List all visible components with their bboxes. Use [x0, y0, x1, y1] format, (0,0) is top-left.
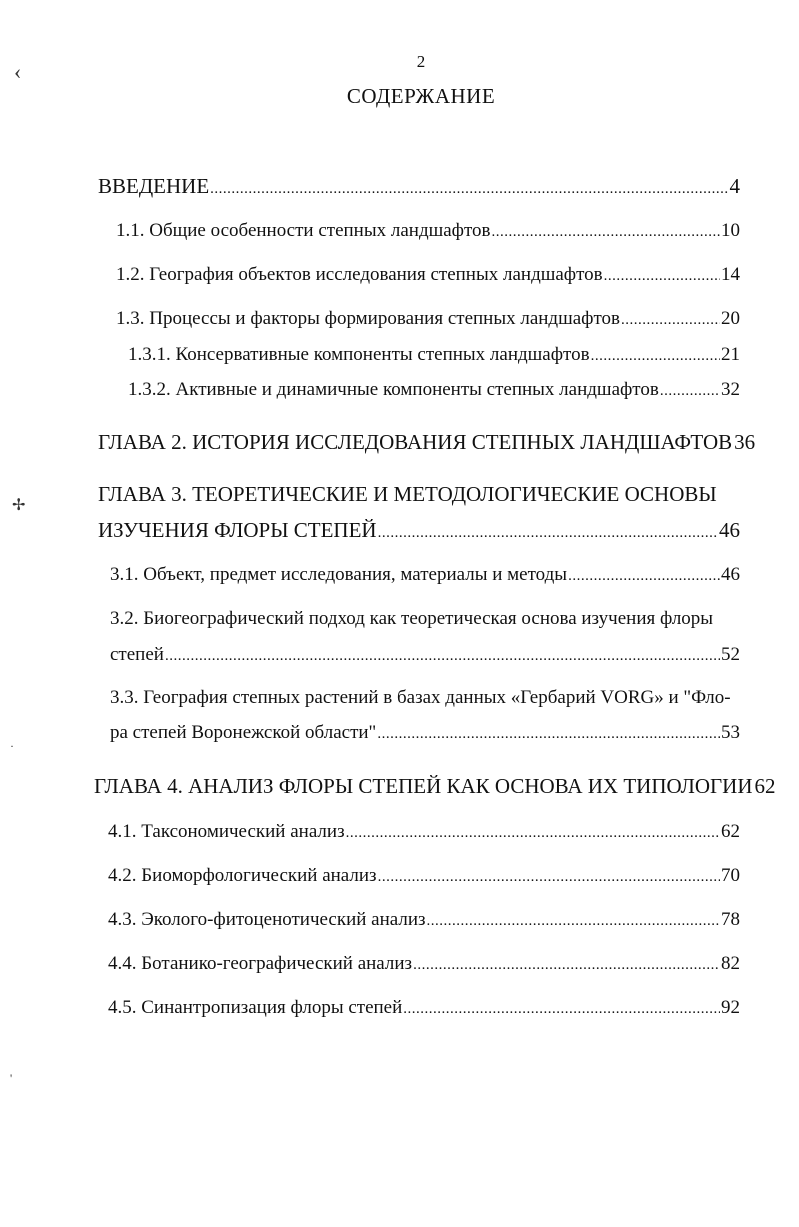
toc-label: ГЛАВА 4. АНАЛИЗ ФЛОРЫ СТЕПЕЙ КАК ОСНОВА ИХ ТИПОЛОГИИ: [94, 774, 753, 798]
toc-label: 1.3. Процессы и факторы формирования степных ландшафтов: [116, 308, 621, 329]
toc-entry-4-1[interactable]: [108, 820, 740, 845]
toc-label: 1.3.1. Консервативные компоненты степных ландшафтов: [128, 344, 590, 365]
toc-label: 1.1. Общие особенности степных ландшафтов: [116, 220, 491, 241]
toc-page: 92: [721, 997, 740, 1018]
page-title: СОДЕРЖАНИЕ: [346, 84, 496, 108]
toc-leader: [413, 953, 720, 977]
toc-entry-1-2[interactable]: [116, 263, 740, 288]
toc-leader: [660, 379, 720, 403]
toc-leader: [378, 521, 718, 545]
toc-entry-1-1[interactable]: [116, 219, 740, 244]
scan-speck: ‹: [14, 59, 22, 84]
scan-speck: ✢: [12, 497, 26, 514]
toc-3-3-line1: 3.3. География степных растений в базах данных «Гербарий VORG» и "Фло-: [110, 687, 731, 708]
toc-leader: [403, 997, 720, 1021]
toc-page: 46: [719, 518, 740, 542]
toc-entry-1-3-2[interactable]: [128, 378, 740, 403]
toc-leader: [604, 264, 720, 288]
toc-page: 82: [721, 953, 740, 974]
toc-page: 70: [721, 865, 740, 886]
toc-entry-introduction[interactable]: [98, 174, 740, 201]
toc-page: 78: [721, 909, 740, 930]
scan-speck: ·: [10, 739, 14, 753]
toc-leader: [346, 821, 720, 845]
toc-page: 4: [729, 174, 740, 198]
toc-page: 14: [721, 264, 740, 285]
toc-page: 53: [721, 722, 740, 743]
toc-entry-4-4[interactable]: [108, 952, 740, 977]
toc-leader: [210, 177, 728, 201]
toc-label: 4.5. Синантропизация флоры степей: [108, 997, 403, 1018]
toc-page: 10: [721, 220, 740, 241]
toc-chapter-3-line1: ГЛАВА 3. ТЕОРЕТИЧЕСКИЕ И МЕТОДОЛОГИЧЕСКИЕ ОСНОВЫ: [98, 482, 717, 506]
toc-entry-1-3[interactable]: [116, 307, 740, 332]
toc-page: 46: [721, 564, 740, 585]
toc-entry-4-2[interactable]: [108, 864, 740, 889]
toc-leader: [591, 344, 720, 368]
toc-leader: [568, 564, 720, 588]
toc-label: 4.3. Эколого-фитоценотический анализ: [108, 909, 426, 930]
toc-leader: [621, 308, 720, 332]
toc-label: ИЗУЧЕНИЯ ФЛОРЫ СТЕПЕЙ: [98, 518, 377, 542]
toc-leader: [427, 909, 720, 933]
toc-page: 62: [721, 821, 740, 842]
toc-leader: [378, 865, 720, 889]
page-number: 2: [416, 52, 426, 71]
toc-page: 20: [721, 308, 740, 329]
toc-entry-3-3[interactable]: [110, 721, 740, 746]
toc-entry-3-2[interactable]: [110, 643, 740, 668]
toc-3-2-line1: 3.2. Биогеографический подход как теоретическая основа изучения флоры: [110, 608, 714, 629]
toc-entry-4-5[interactable]: [108, 996, 740, 1021]
toc-page: 21: [721, 344, 740, 365]
toc-label: 3.1. Объект, предмет исследования, материалы и методы: [110, 564, 568, 585]
toc-page: 36: [734, 430, 756, 454]
toc-label: ра степей Воронежской области": [110, 722, 377, 743]
toc-label: ГЛАВА 2. ИСТОРИЯ ИССЛЕДОВАНИЯ СТЕПНЫХ ЛАНДШАФТОВ: [98, 430, 733, 454]
toc-page: 32: [721, 379, 740, 400]
toc-entry-4-3[interactable]: [108, 908, 740, 933]
toc-leader: [377, 722, 720, 746]
scan-speck: ': [10, 1071, 13, 1085]
toc-label: 1.3.2. Активные и динамичные компоненты степных ландшафтов: [128, 379, 659, 400]
toc-leader: [492, 220, 720, 244]
toc-page: 62: [754, 774, 776, 798]
toc-label: 1.2. География объектов исследования степных ландшафтов: [116, 264, 603, 285]
toc-entry-1-3-1[interactable]: [128, 343, 740, 368]
toc-label: 4.2. Биоморфологический анализ: [108, 865, 377, 886]
toc-entry-3-1[interactable]: [110, 563, 740, 588]
toc-entry-chapter-4[interactable]: [94, 774, 776, 801]
toc-entry-chapter-2[interactable]: [98, 430, 756, 457]
toc-label: 4.1. Таксономический анализ: [108, 821, 345, 842]
toc-label: ВВЕДЕНИЕ: [98, 174, 210, 198]
toc-label: 4.4. Ботанико-географический анализ: [108, 953, 413, 974]
toc-label: степей: [110, 644, 164, 665]
toc-page: 52: [721, 644, 740, 665]
toc-leader: [165, 644, 720, 668]
toc-entry-chapter-3[interactable]: [98, 518, 740, 545]
